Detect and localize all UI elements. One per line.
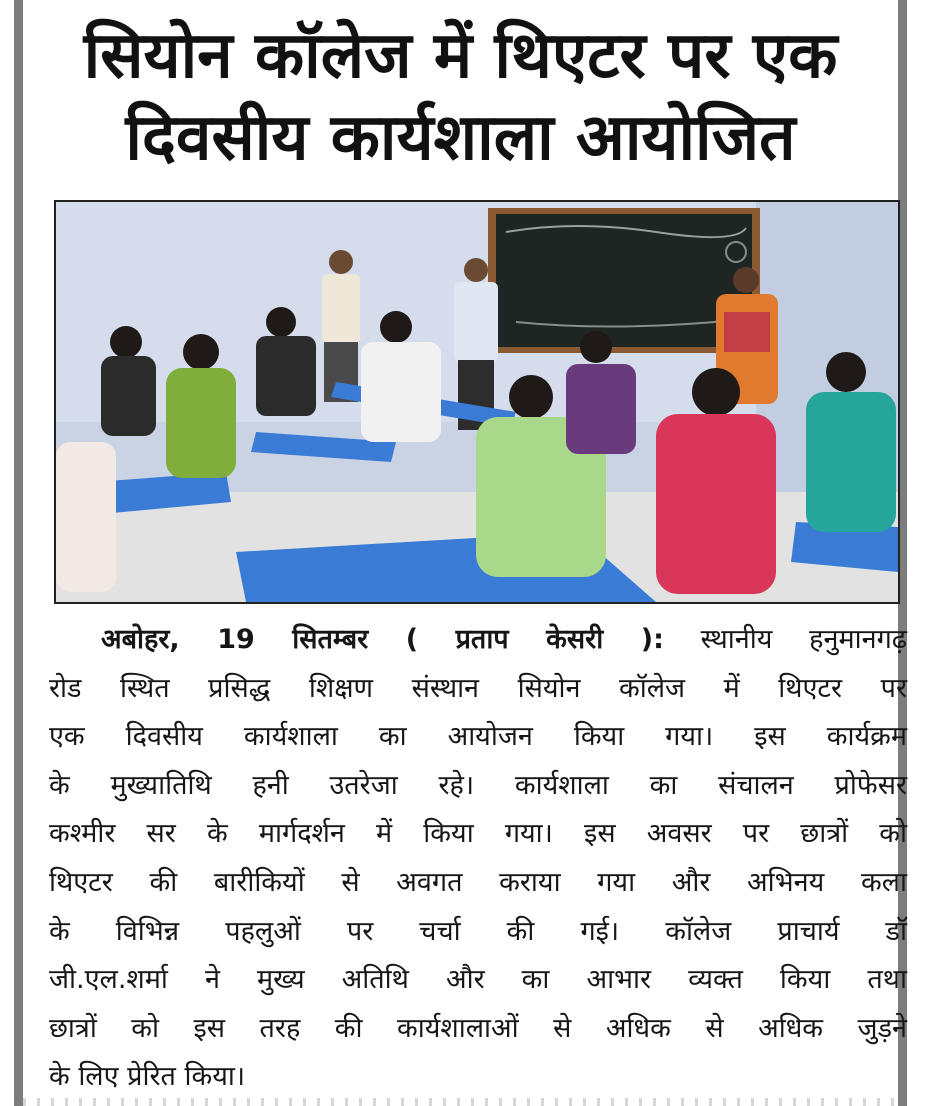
article-dateline: अबोहर, 19 सितम्बर ( प्रताप केसरी ):: [101, 624, 664, 655]
article-line-8: जी.एल.शर्मा ने मुख्य अतिथि और का आभार व्यक्त किया तथा: [49, 964, 907, 996]
article-line-9: छात्रों को इस तरह की कार्यशालाओं से अधिक से अधिक जुड़ने: [49, 1012, 907, 1044]
article-body: [49, 616, 907, 1102]
photo-illustration: [56, 202, 898, 602]
article-line-7: के विभिन्न पहलुओं पर चर्चा की गई। कॉलेज प्राचार्य डॉ: [49, 915, 907, 947]
article-line-2: रोड स्थित प्रसिद्ध शिक्षण संस्थान सियोन कॉलेज में थिएटर पर: [49, 672, 907, 704]
article-line-3: एक दिवसीय कार्यशाला का आयोजन किया गया। इस कार्यक्रम: [49, 721, 907, 753]
headline-line-2: दिवसीय कार्यशाला आयोजित: [125, 101, 796, 175]
article-line-10: के लिए प्रेरित किया।: [49, 1061, 246, 1093]
article-line-4: के मुख्यातिथि हनी उतरेजा रहे। कार्यशाला का संचालन प्रोफेसर: [49, 769, 907, 801]
article-line-1: [49, 616, 907, 665]
article-line-5: कश्मीर सर के मार्गदर्शन में किया गया। इस अवसर पर छात्रों को: [49, 818, 907, 850]
cut-edge-strip: [23, 1098, 898, 1106]
classroom-workshop-photo: [54, 200, 900, 604]
article-line-6: थिएटर की बारीकियों से अवगत कराया गया और अभिनय कला: [49, 866, 907, 898]
newspaper-clipping: [14, 0, 907, 1106]
headline-line-1: सियोन कॉलेज में थिएटर पर एक: [83, 19, 838, 93]
article-line-1-text: स्थानीय हनुमानगढ़: [700, 624, 907, 655]
